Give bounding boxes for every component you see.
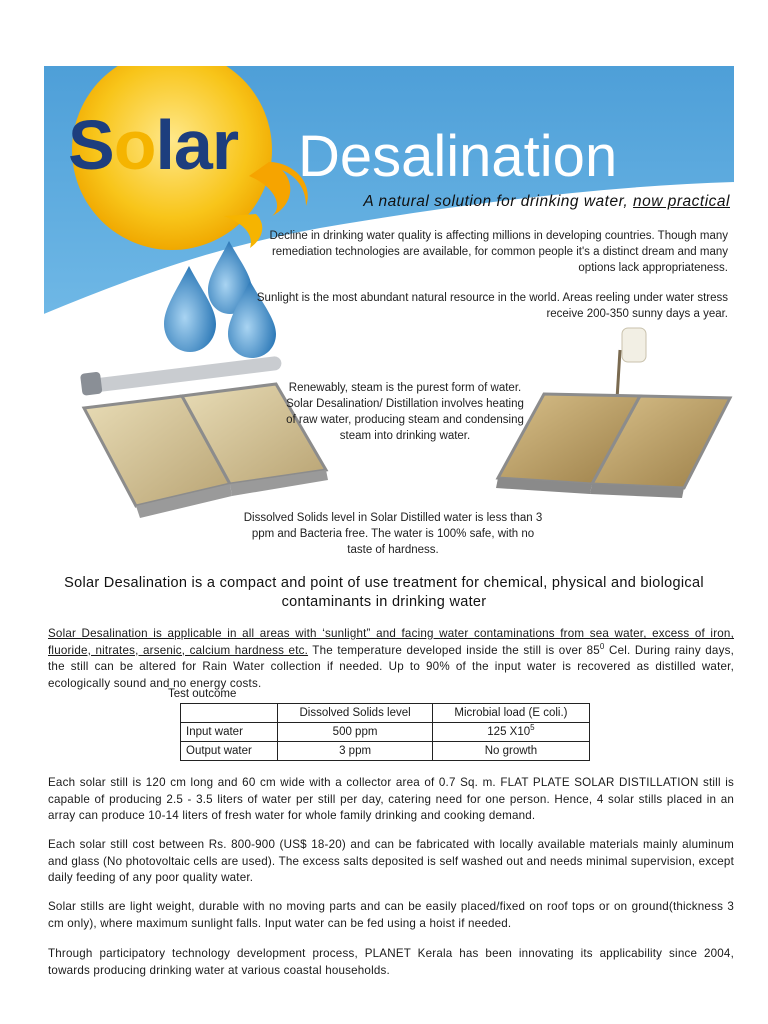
table-cell: No growth	[432, 742, 589, 761]
headline: Solar Desalination is a compact and point of use treatment for chemical, physical and biological contaminants in drinking water	[64, 575, 704, 610]
body-paragraph-4: Solar stills are light weight, durable with no moving parts and can be easily placed/fixed on roof tops or on ground(thickness 3 cm only), where maximum sunlight falls. Input water can be fed using a hoist if needed.	[48, 900, 734, 930]
solar-still-image-right	[496, 328, 730, 498]
subtitle	[300, 193, 730, 211]
title-solar-text: Solar	[68, 106, 239, 184]
test-outcome-table	[180, 703, 590, 761]
p1-text-a: The temperature developed inside the still is over 85	[308, 643, 600, 657]
steam-paragraph: Renewably, steam is the purest form of water. Solar Desalination/ Distillation involves heating of raw water, producing steam and condensing steam into drinking water.	[286, 382, 524, 442]
table-cell: 500 ppm	[278, 723, 433, 742]
intro-paragraph-1: Decline in drinking water quality is affecting millions in developing countries. Though many remediation technologies are available, for common people it's a distinct dream and many options lack appropriateness.	[269, 230, 728, 274]
body-paragraph-5: Through participatory technology development process, PLANET Kerala has been innovating its applicability since 2004, towards producing drinking water at various coastal households.	[48, 947, 734, 977]
body-paragraph-2: Each solar still is 120 cm long and 60 cm wide with a collector area of 0.7 Sq. m. FLAT PLATE SOLAR DISTILLATION still is capable of producing 2.5 - 3.5 liters of water per still per day, catering need for one person. Hence, 4 solar stills placed in an array can produce 10-14 liters of fresh water for whole family drinking and cooking demand.	[48, 776, 734, 822]
title-solar	[68, 106, 239, 184]
table-row	[181, 742, 590, 761]
table-header-cell: Dissolved Solids level	[278, 704, 433, 723]
applicability-underlined: Solar Desalination is applicable in all areas with ‘sunlight” and facing water contaminations from sea water, excess of iron, fluoride, nitrates, arsenic, calcium hardness etc.	[48, 627, 734, 657]
table-header-row	[181, 704, 590, 723]
table-cell: Output water	[181, 742, 278, 761]
body-paragraph-3: Each solar still cost between Rs. 800-900 (US$ 18-20) and can be fabricated with locally available materials mainly aluminum and glass (No photovoltaic cells are used). The excess salts deposited is self washed out and needs minimal supervision, except daily feeding of any poor quality water.	[48, 838, 734, 884]
exponent-sup: 5	[530, 723, 535, 733]
table-header-cell: Microbial load (E coli.)	[432, 704, 589, 723]
title-desalination: Desalination	[298, 124, 618, 189]
subtitle-underlined: now practical	[633, 193, 730, 210]
table-row	[181, 723, 590, 742]
dissolved-solids-paragraph: Dissolved Solids level in Solar Distilled water is less than 3 ppm and Bacteria free. The water is 100% safe, with no taste of hardness.	[243, 512, 543, 556]
table-cell	[432, 723, 589, 742]
test-outcome-label: Test outcome	[168, 688, 237, 700]
microbial-value: 125 X10	[487, 726, 531, 738]
water-drop-icon	[164, 266, 216, 352]
subtitle-main: A natural solution for drinking water,	[363, 193, 634, 210]
table-header-cell	[181, 704, 278, 723]
table-cell: Input water	[181, 723, 278, 742]
intro-paragraph-2: Sunlight is the most abundant natural resource in the world. Areas reeling under water stress receive 200-350 sunny days a year.	[256, 292, 728, 320]
table-cell: 3 ppm	[278, 742, 433, 761]
p1-text-b: Cel. During rainy days, the still can be altered for Rain Water collection if needed. Up to 90% of the input water is recovered as distilled water, ecologically sound and no energy costs.	[48, 643, 734, 690]
body-paragraph-1	[48, 626, 734, 692]
degree-sup: 0	[599, 641, 605, 651]
